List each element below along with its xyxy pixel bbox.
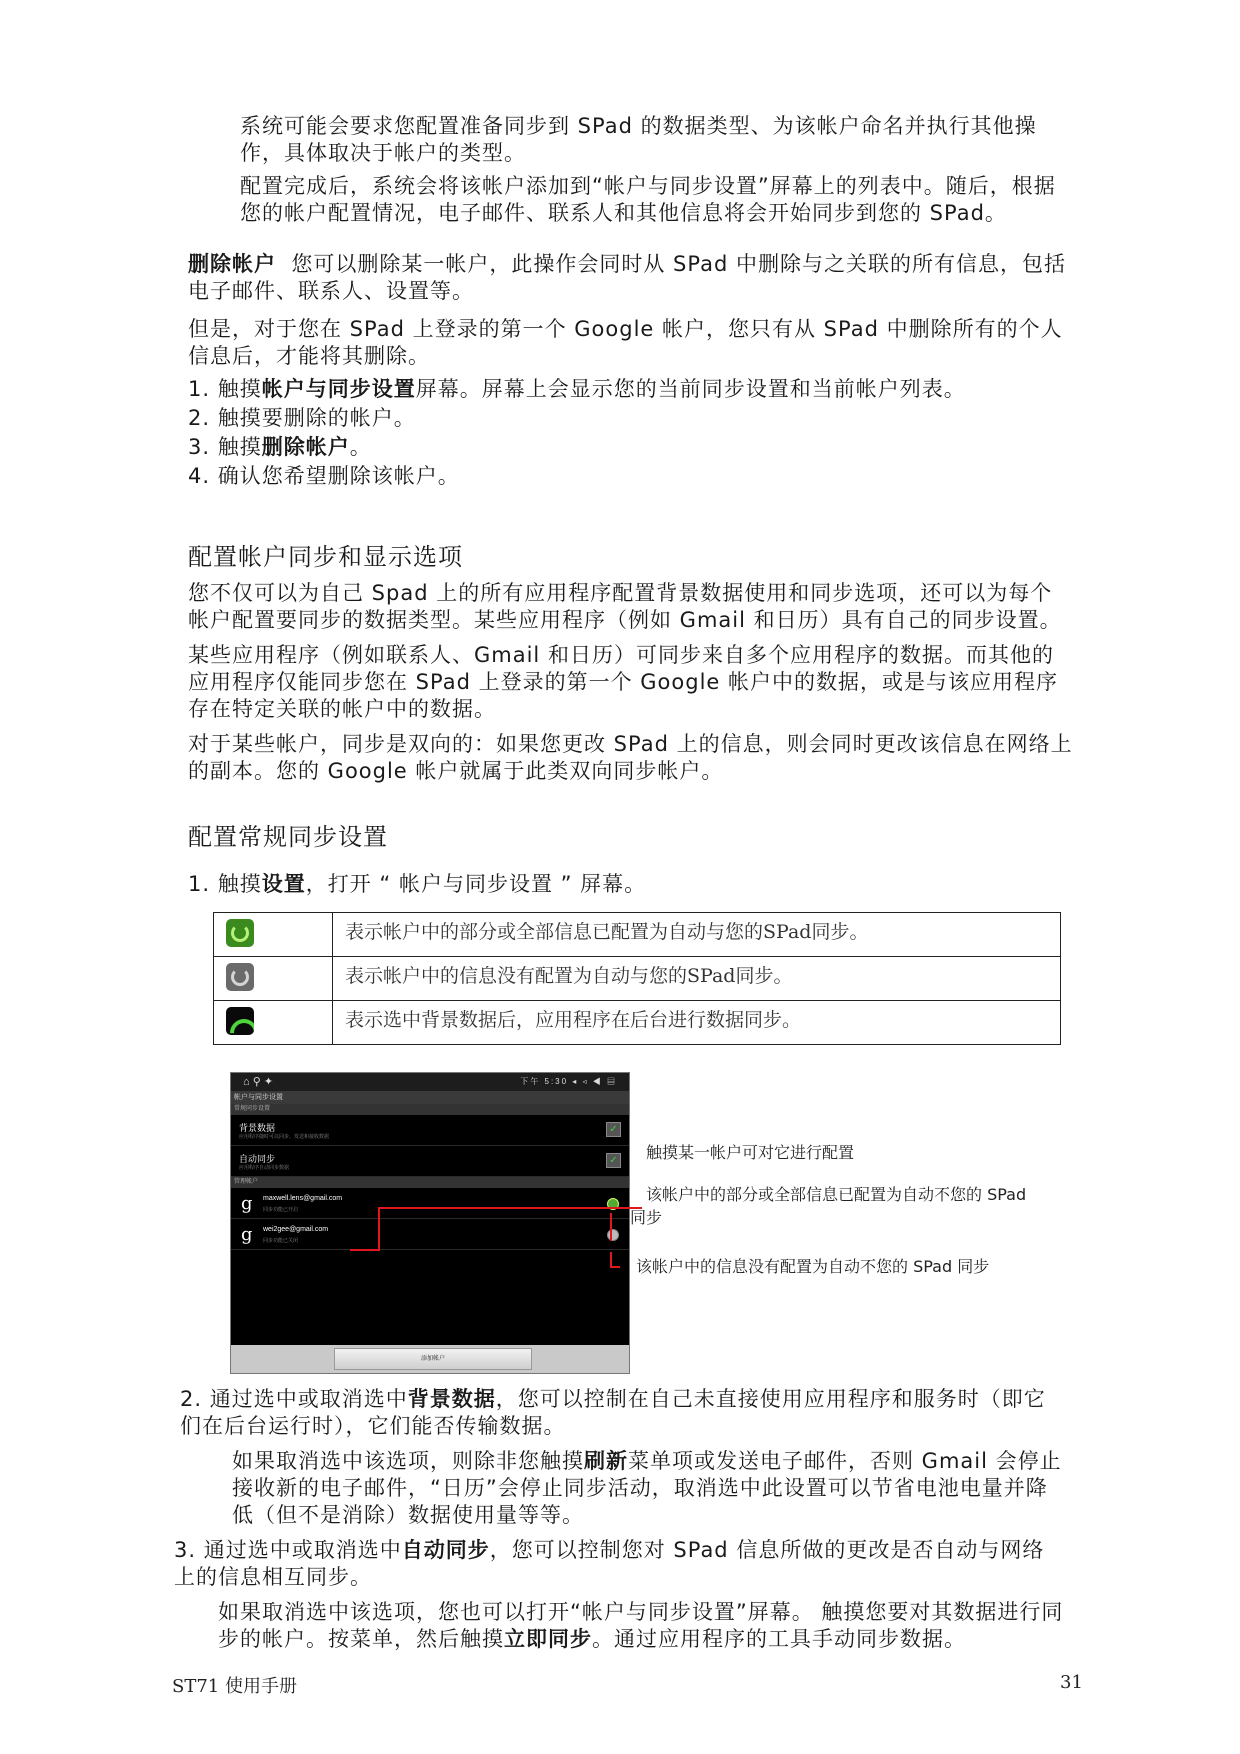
sync-off-icon <box>226 963 254 991</box>
delete-google-note: 但是，对于您在 SPad 上登录的第一个 Google 帐户，您只有从 SPad 中删除所有的个人信息后，才能将其删除。 <box>188 317 1063 368</box>
delete-step-2: 2. 触摸要删除的帐户。 <box>188 406 416 430</box>
callout-line <box>378 1207 642 1209</box>
callout-sync-on-cont: 同步 <box>630 1208 663 1227</box>
status-bar-time: 下午 5:30 ◂ ◃ ◀ ▤ <box>520 1077 617 1086</box>
auto-sync-row[interactable] <box>231 1146 629 1177</box>
general-sync-step-2: 2. 通过选中或取消选中背景数据，您可以控制在自己未直接使用应用程序和服务时（即它们在后台运行时），它们能否传输数据。 <box>180 1387 1046 1438</box>
account-email: maxwell.lens@gmail.com <box>263 1195 343 1202</box>
section1-paragraph-1: 您不仅可以为自己 Spad 上的所有应用程序配置背景数据使用和同步选项，还可以为每个帐户配置要同步的数据类型。某些应用程序（例如 Gmail 和日历）具有自己的同步设置。 <box>188 581 1062 632</box>
background-data-subtitle: 应用程序随时可以同步、发送和接收数据 <box>239 1134 330 1140</box>
callout-configure-account: 触摸某一帐户可对它进行配置 <box>646 1143 855 1162</box>
callout-line <box>350 1249 380 1251</box>
delete-step-1: 1. 触摸帐户与同步设置屏幕。屏幕上会显示您的当前同步设置和当前帐户列表。 <box>188 377 966 401</box>
callout-sync-off: 该帐户中的信息没有配置为自动不您的 SPad 同步 <box>636 1257 990 1276</box>
background-data-title: 背景数据 <box>239 1123 276 1133</box>
intro-paragraph-2: 配置完成后，系统会将该帐户添加到“帐户与同步设置”屏幕上的列表中。随后，根据您的帐户配置情况，电子邮件、联系人和其他信息将会开始同步到您的 SPad。 <box>240 174 1056 225</box>
delete-step-4: 4. 确认您希望删除该帐户。 <box>188 464 460 488</box>
account-status: 同步功能已关闭 <box>263 1238 299 1244</box>
sync-off-icon <box>607 1229 619 1241</box>
account-status: 同步功能已开启 <box>263 1207 299 1213</box>
account-row[interactable] <box>231 1219 629 1250</box>
background-data-checkbox[interactable]: ✓ <box>606 1122 621 1137</box>
legend-row <box>214 1001 1061 1045</box>
account-email: wei2gee@gmail.com <box>263 1226 329 1233</box>
section-heading-general-sync: 配置常规同步设置 <box>188 823 388 851</box>
legend-row <box>214 957 1061 1001</box>
account-row[interactable] <box>231 1188 629 1219</box>
background-data-row[interactable] <box>231 1115 629 1146</box>
home-icon: ⌂ ⚲ ✦ <box>243 1076 274 1088</box>
legend-text: 表示选中背景数据后，应用程序在后台进行数据同步。 <box>333 1001 1061 1045</box>
page-number: 31 <box>1060 1672 1083 1693</box>
legend-text: 表示帐户中的信息没有配置为自动与您的SPad同步。 <box>333 957 1061 1001</box>
auto-sync-checkbox[interactable]: ✓ <box>606 1153 621 1168</box>
accounts-sync-screenshot <box>230 1072 630 1374</box>
manage-accounts-header: 管理帐户 <box>231 1177 629 1188</box>
google-icon: g <box>241 1193 253 1214</box>
step-3-note: 如果取消选中该选项，您也可以打开“帐户与同步设置”屏幕。 触摸您要对其数据进行同步的帐户。按菜单，然后触摸立即同步。通过应用程序的工具手动同步数据。 <box>218 1600 1064 1651</box>
callout-line <box>378 1207 380 1251</box>
add-account-button[interactable]: 添加帐户 <box>334 1348 532 1370</box>
section-heading-sync-display: 配置帐户同步和显示选项 <box>188 543 463 571</box>
general-sync-header: 常规同步设置 <box>231 1104 629 1115</box>
icon-legend-table <box>213 912 1061 1045</box>
sync-on-icon <box>226 919 254 947</box>
google-icon: g <box>241 1224 253 1245</box>
section1-paragraph-3: 对于某些帐户，同步是双向的：如果您更改 SPad 上的信息，则会同时更改该信息在网络上的副本。您的 Google 帐户就属于此类双向同步帐户。 <box>188 732 1073 783</box>
footer-manual-title: ST71 使用手册 <box>172 1676 297 1697</box>
delete-account-lead: 删除帐户 <box>188 252 276 276</box>
general-sync-step-3: 3. 通过选中或取消选中自动同步，您可以控制您对 SPad 信息所做的更改是否自动与网络上的信息相互同步。 <box>174 1538 1045 1589</box>
delete-step-3: 3. 触摸删除帐户。 <box>188 435 372 459</box>
step-2-note: 如果取消选中该选项，则除非您触摸刷新菜单项或发送电子邮件，否则 Gmail 会停止接收新的电子邮件，“日历”会停止同步活动，取消选中此设置可以节省电池电量并降低（但不是消除）数据使用量等等。 <box>232 1449 1062 1527</box>
delete-account-paragraph <box>188 251 1073 305</box>
section1-paragraph-2: 某些应用程序（例如联系人、Gmail 和日历）可同步来自多个应用程序的数据。而其他的应用程序仅能同步您在 SPad 上登录的第一个 Google 帐户中的数据，或是与该应用程序存在特定关联的帐户中的数据。 <box>188 643 1059 721</box>
auto-sync-subtitle: 应用程序自动同步数据 <box>239 1165 290 1171</box>
callout-sync-on: 该帐户中的部分或全部信息已配置为自动不您的 SPad <box>646 1185 1027 1204</box>
screen-title: 帐户与同步设置 <box>231 1091 629 1104</box>
button-bar <box>231 1345 629 1373</box>
general-sync-step-1: 1. 触摸设置，打开 “ 帐户与同步设置 ” 屏幕。 <box>188 872 647 896</box>
background-data-icon <box>226 1007 254 1035</box>
callout-line <box>610 1266 620 1268</box>
legend-row <box>214 913 1061 957</box>
intro-paragraph-1: 系统可能会要求您配置准备同步到 SPad 的数据类型、为该帐户命名并执行其他操作，具体取决于帐户的类型。 <box>240 114 1037 165</box>
callout-line <box>610 1213 612 1241</box>
delete-account-text: 您可以删除某一帐户，此操作会同时从 SPad 中删除与之关联的所有信息，包括电子邮件、联系人、设置等。 <box>188 252 1066 303</box>
legend-text: 表示帐户中的部分或全部信息已配置为自动与您的SPad同步。 <box>333 913 1061 957</box>
auto-sync-title: 自动同步 <box>239 1154 276 1164</box>
status-bar <box>231 1073 629 1091</box>
